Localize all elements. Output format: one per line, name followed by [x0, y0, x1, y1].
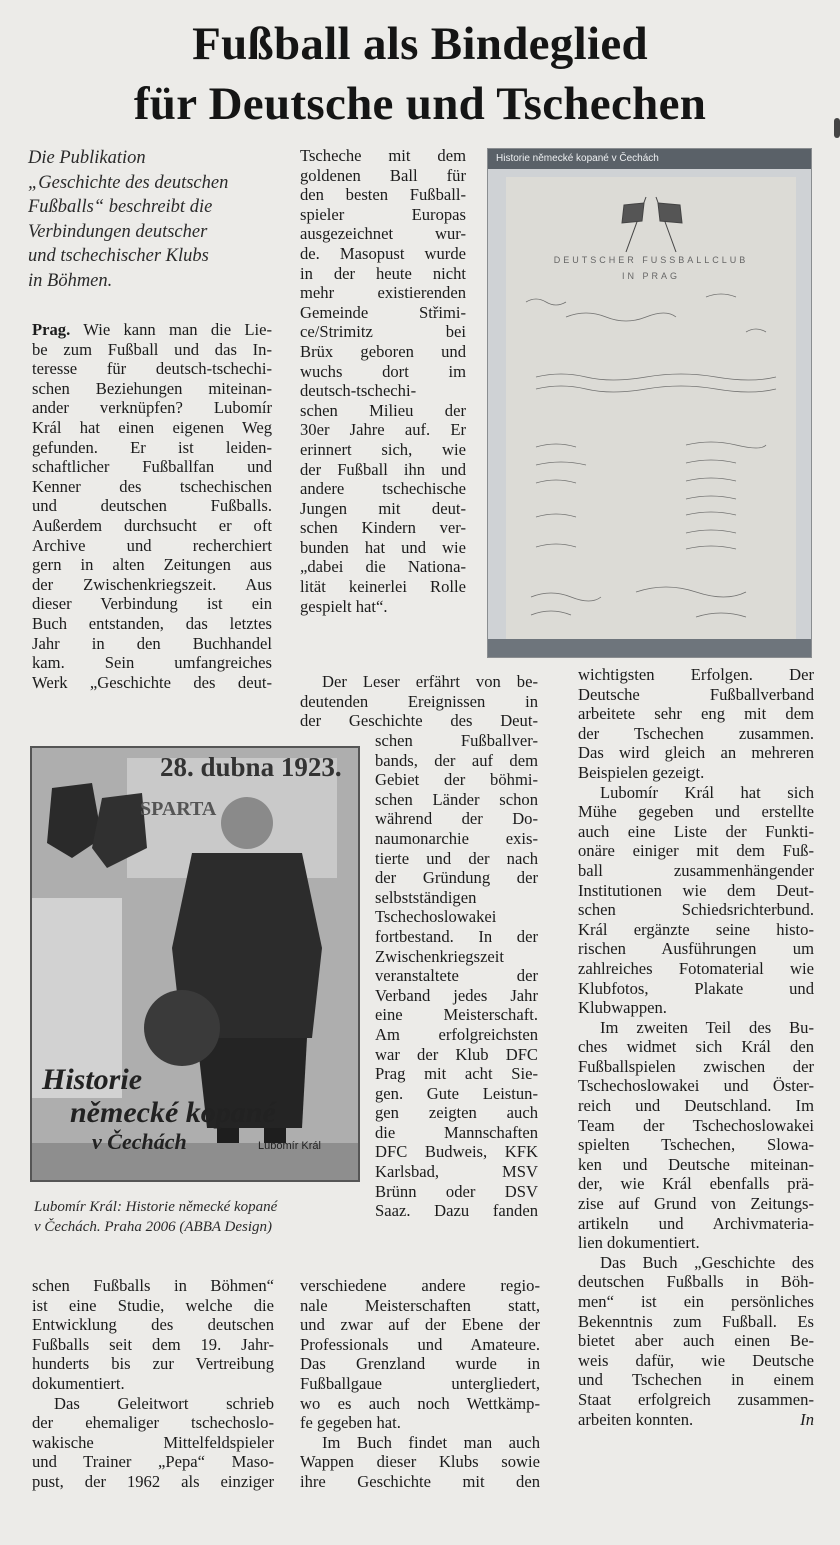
text-line: schen Schiedsrichterbund. [578, 900, 814, 920]
text-line: spielten Tschechen, Slowa- [578, 1135, 814, 1155]
text-line: gen. Gute Leistun- [375, 1083, 538, 1103]
text-line: Der Leser erfährt von be- [322, 672, 538, 691]
text-line: Beispielen gezeigt. [578, 762, 705, 782]
text-line: verschiedene andere regio- [300, 1276, 540, 1295]
column-2-bottom [300, 1276, 540, 1492]
text-line: arbeitete sehr eng mit dem [578, 704, 814, 724]
text-line: Bekenntnis zum Fußball. Es [578, 1311, 814, 1331]
text-line: Das Buch „Geschichte des [600, 1252, 814, 1272]
scan-edge-mark [834, 118, 840, 138]
text-line: Kenner des tschechischen [32, 476, 272, 496]
text-line: Wappen dieser Klubs sowie [300, 1452, 540, 1472]
text-line: der Gründung der [375, 868, 538, 888]
text-line: ball zusammenhängender [578, 860, 814, 880]
text-line: Das Geleitwort schrieb [54, 1393, 274, 1413]
text-line: onäre einiger mit dem Fuß- [578, 841, 814, 861]
letter-drawing [506, 177, 796, 642]
text-line: Zwischenkriegszeit [375, 946, 505, 966]
text-line: zahlreiches Fotomaterial wie [578, 958, 814, 978]
text-line: naumonarchie exis- [375, 828, 538, 848]
text-line: rischen Ausführungen um [578, 939, 814, 959]
flags-icon [622, 197, 682, 252]
text-line: schaftlicher Fußballfan und [32, 457, 272, 477]
dek-line: „Geschichte des deutschen [28, 172, 229, 193]
dek-line: Fußballs“ beschreibt die [28, 197, 213, 217]
text-line: nale Meisterschaften statt, [300, 1295, 540, 1315]
text-line: Brünn oder DSV [375, 1181, 538, 1201]
dek-line: und tschechischer Klubs [28, 246, 209, 266]
text-line: Tscheche mit dem [300, 146, 466, 165]
text-line: bands, der auf dem [375, 750, 538, 770]
text-line: Tschechoslowakei und Öster- [578, 1076, 814, 1096]
text-line: der Geschichte des Deut- [300, 711, 538, 731]
text-line: lität keinerlei Rolle [300, 577, 466, 597]
column-2-narrow [375, 731, 538, 1221]
text-line: in der heute nicht [300, 263, 466, 283]
text-line: lien dokumentiert. [578, 1233, 700, 1253]
text-line: ausgezeichnet wur- [300, 224, 466, 244]
text-line: fe gegeben hat. [300, 1413, 401, 1433]
text-line: Im Buch findet man auch [322, 1432, 540, 1452]
text-line: hunderts bis zur Vertreibung [32, 1354, 274, 1374]
text-line: Im zweiten Teil des Bu- [600, 1017, 814, 1037]
text-line: Tschechoslowakei [375, 907, 497, 927]
caption-line: Lubomír Král: Historie německé kopané [34, 1199, 278, 1215]
text-line: Král hat einen eigenen Weg [32, 417, 272, 437]
text-line: deutenden Ereignissen in [300, 691, 538, 711]
text-line: men“ ist ein persönliches [578, 1292, 814, 1311]
text-line: Außerdem durchsucht er oft [32, 515, 272, 535]
text-line: Archive und recherchiert [32, 535, 272, 555]
text-line: bunden hat und wie [300, 537, 466, 557]
text-line: Deutsche Fußballverband [578, 684, 814, 704]
dek-line: Verbindungen deutscher [28, 221, 208, 242]
text-line: andere tschechische [300, 479, 466, 499]
text-line: Brüx geboren und [300, 341, 466, 361]
text-line: ihre Geschichte mit den [300, 1471, 540, 1491]
text-line: spieler Europas [300, 204, 466, 224]
poster-club: SPARTA [140, 798, 217, 820]
book-author: Lubomír Král [258, 1140, 321, 1152]
text-line: Das wird gleich an mehreren [578, 743, 814, 763]
column-2-top [300, 146, 466, 616]
text-line: schen Fußballver- [375, 731, 538, 750]
column-1-top [32, 320, 272, 692]
text-line: und zwar auf der Ebene der [300, 1315, 540, 1335]
text-line: „dabei die Nationa- [300, 557, 466, 577]
text-line: gen zeigten auch [375, 1103, 538, 1123]
text-line: erinnert sich, wie [300, 439, 466, 459]
book-title-line-2: německé kopané [70, 1096, 276, 1129]
headline [0, 14, 840, 134]
club-city: IN PRAG [621, 271, 680, 281]
text-line: Mühe gegeben und erstellte [578, 802, 814, 822]
handwriting-drawing [526, 294, 776, 617]
text-line: Institutionen wie dem Deut- [578, 880, 814, 900]
text-line: die Mannschaften [375, 1122, 538, 1142]
text-line: der Zwischenkriegszeit. Aus [32, 574, 272, 594]
text-line: be zum Fußball und das In- [32, 339, 272, 359]
text-line: und Trainer „Pepa“ Maso- [32, 1452, 274, 1472]
letter-scan [506, 177, 796, 642]
book-title-line-1: Historie [42, 1063, 143, 1096]
text-line: schen Länder schon [375, 789, 538, 809]
text-line: Buch entstanden, das letztes [32, 613, 272, 633]
document-figure [487, 148, 812, 658]
text-line: gespielt hat“. [300, 596, 388, 616]
text-line: weis dafür, wie Deutsche [578, 1350, 814, 1370]
dek-line: Die Publikation [28, 148, 146, 168]
text-line: Král ergänzte seine histo- [578, 919, 814, 939]
text-line: gern in alten Zeitungen aus [32, 555, 272, 575]
text-line: Prag. Wie kann man die Lie- [32, 320, 272, 339]
text-line: Staat erfolgreich zusammen- [578, 1389, 814, 1409]
book-title-line-3: v Čechách [92, 1129, 187, 1154]
text-line: bietet aber auch einen Be- [578, 1331, 814, 1351]
text-line: Professionals und Amateure. [300, 1334, 540, 1354]
text-line: veranstaltete der [375, 966, 538, 986]
text-line: und deutschen Fußballs. [32, 496, 272, 516]
text-line: kam. Sein umfangreiches [32, 653, 272, 673]
text-line: deutschen Fußballs in Böh- [578, 1272, 814, 1292]
text-line: Gebiet der böhmi- [375, 770, 538, 790]
text-line: teresse für deutsch-tschechi- [32, 359, 272, 379]
text-line: Prag mit acht Sie- [375, 1064, 538, 1084]
text-line: der ehemaliger tschechoslo- [32, 1413, 274, 1433]
headline-line-2: für Deutsche und Tschechen [133, 78, 707, 130]
text-line: wuchs dort im [300, 361, 466, 381]
text-line: goldenen Ball für [300, 165, 466, 185]
text-line: ches widmet sich Král den [578, 1037, 814, 1057]
text-line: schen Kindern ver- [300, 518, 466, 538]
text-line: der Tschechen zusammen. [578, 723, 814, 743]
text-line: selbstständigen [375, 887, 477, 907]
text-line: pust, der 1962 als einziger [32, 1471, 274, 1491]
text-line: der Fußball ihn und [300, 459, 466, 479]
text-line: Entwicklung des deutschen [32, 1315, 274, 1335]
text-line: DFC Budweis, KFK [375, 1142, 538, 1162]
text-line: Saaz. Dazu fanden [375, 1201, 538, 1221]
text-line: ander verknüpfen? Lubomír [32, 398, 272, 418]
text-line: reich und Deutschland. Im [578, 1096, 814, 1116]
text-line: wo es auch noch Wettkämp- [300, 1393, 540, 1413]
text-line: zise auf Grund von Zeitungs- [578, 1194, 814, 1214]
text-line: Lubomír Král hat sich [600, 782, 814, 802]
caption-line: v Čechách. Praha 2006 (ABBA Design) [34, 1219, 273, 1235]
text-line: Fußballspielen zwischen der [578, 1056, 814, 1076]
text-line: In [800, 1409, 814, 1429]
text-line: während der Do- [375, 809, 538, 829]
poster-date: 28. dubna 1923. [160, 752, 342, 782]
text-line: Fußballgaue untergliedert, [300, 1373, 540, 1393]
text-line: Jahr in den Buchhandel [32, 633, 272, 653]
text-line: arbeiten konnten. [578, 1409, 694, 1429]
text-line: ce/Strimitz bei [300, 322, 466, 342]
text-line: wichtigsten Erfolgen. Der [578, 665, 814, 684]
text-line: und Tschechen in einem [578, 1370, 814, 1390]
text-line: de. Masopust wurde [300, 243, 466, 263]
dek [28, 146, 278, 293]
text-line: auch eine Liste der Funkti- [578, 821, 814, 841]
text-line: Werk „Geschichte des deut- [32, 672, 272, 692]
text-line: schen Beziehungen miteinan- [32, 378, 272, 398]
text-line: artikeln und Archivmateria- [578, 1213, 814, 1233]
text-line: dieser Verbindung ist ein [32, 594, 272, 614]
column-2-mid [300, 672, 538, 731]
book-cover-photo [30, 746, 360, 1182]
text-line: Das Grenzland wurde in [300, 1354, 540, 1374]
figure-title-bar: Historie německé kopané v Čechách [488, 149, 811, 169]
text-line: Am erfolgreichsten [375, 1024, 538, 1044]
text-line: ken und Deutsche miteinan- [578, 1154, 814, 1174]
boy-face [221, 797, 273, 849]
text-line: gefunden. Er ist leiden- [32, 437, 272, 457]
text-line: den besten Fußball- [300, 185, 466, 205]
football-icon [144, 990, 220, 1066]
text-line: deutsch-tschechi- [300, 381, 417, 401]
text-line: Klubfotos, Plakate und [578, 978, 814, 998]
text-line: dokumentiert. [32, 1373, 125, 1393]
text-line: tierte und der nach [375, 848, 538, 868]
text-line: wakische Mittelfeldspieler [32, 1432, 274, 1452]
text-line: Gemeinde Střimi- [300, 302, 466, 322]
text-line: ist eine Studie, welche die [32, 1295, 274, 1315]
photo-caption [34, 1197, 364, 1237]
text-line: 30er Jahre auf. Er [300, 420, 466, 440]
text-line: schen Fußballs in Böhmen“ [32, 1276, 274, 1295]
text-line: Verband jedes Jahr [375, 985, 538, 1005]
text-line: eine Meisterschaft. [375, 1005, 538, 1025]
text-line: Klubwappen. [578, 998, 667, 1018]
column-3 [578, 665, 814, 1429]
text-line: schen Milieu der [300, 400, 466, 420]
text-line: Karlsbad, MSV [375, 1162, 538, 1182]
text-line: mehr existierenden [300, 283, 466, 303]
text-line: Team der Tschechoslowakei [578, 1115, 814, 1135]
text-line: Fußballs seit dem 19. Jahr- [32, 1334, 274, 1354]
dek-line: in Böhmen. [28, 270, 113, 291]
figure-footer-bar [488, 639, 811, 657]
text-line: fortbestand. In der [375, 926, 538, 946]
club-letterhead: DEUTSCHER FUSSBALLCLUB [553, 255, 749, 265]
text-line: Jungen mit deut- [300, 498, 466, 518]
text-line: war der Klub DFC [375, 1044, 538, 1064]
headline-line-1: Fußball als Bindeglied [192, 18, 648, 70]
dateline: Prag. [32, 320, 71, 339]
column-1-bottom [32, 1276, 274, 1492]
text-line: der, wie Král ebenfalls prä- [578, 1174, 814, 1194]
